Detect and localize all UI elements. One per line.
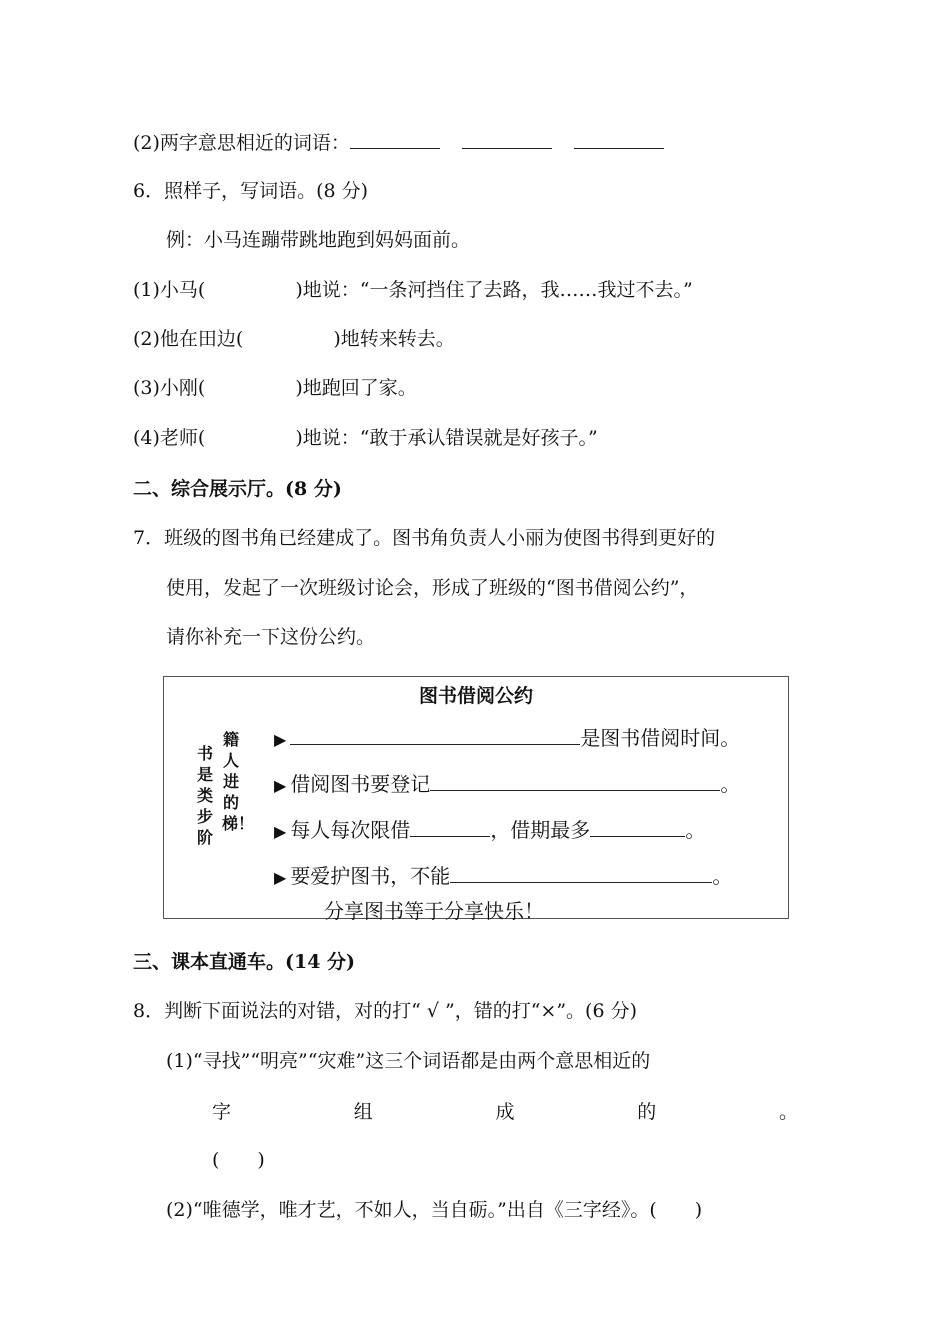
q6-item-1 [133,277,693,303]
answer-blank[interactable] [450,864,712,883]
q8-title: 8．判断下面说法的对错，对的打“ √ ”，错的打“×”。(6 分) [133,1000,638,1022]
convention-item-1: ▶ 是图书借阅时间。 [274,725,740,753]
convention-box [163,676,789,923]
q6-item-2-pre: (2)他在田边( [133,328,244,350]
q6-item-2 [133,326,455,352]
answer-blank[interactable] [350,130,440,149]
q6-example: 例：小马连蹦带跳地跑到妈妈面前。 [166,229,471,251]
q6-item-1-post: )地说：“一条河挡住了去路，我……我过不去。” [295,279,693,301]
q6-item-3 [133,375,417,401]
slogan-col-left: 书 是 类 步 阶 [196,744,213,847]
q6-item-3-post: )地跑回了家。 [295,377,417,399]
triangle-bullet-icon: ▶ [274,776,287,795]
slogan-col-right: 籍 人 进 的 梯！ [221,730,254,833]
q6-item-4-post: )地说：“敢于承认错误就是好孩子。” [295,427,598,449]
answer-blank[interactable] [590,818,685,837]
answer-blank[interactable] [290,726,580,745]
q8-item-1-line-1: (1)“寻找”“明亮”“灾难”这三个词语都是由两个意思相近的 [166,1050,651,1072]
convention-footer: 分享图书等于分享快乐！ [324,899,544,923]
convention-title: 图书借阅公约 [418,685,533,707]
q6-item-3-pre: (3)小刚( [133,377,206,399]
convention-item-2: ▶ 借阅图书要登记 。 [274,771,740,799]
q6-title: 6．照样子，写词语。(8 分) [133,180,369,202]
q7-line-3: 请你补充一下这份公约。 [166,626,376,648]
answer-blank[interactable] [462,130,552,149]
convention-item-4: ▶ 要爱护图书，不能 。 [274,863,732,891]
q8-item-1-line-2: 字 组 成 的 。 [212,1101,798,1123]
q6-item-4 [133,425,598,451]
answer-blank[interactable] [430,772,720,791]
triangle-bullet-icon: ▶ [274,730,287,749]
q6-item-2-post: )地转来转去。 [333,328,455,350]
section-2-title: 二、综合展示厅。(8 分) [133,478,342,500]
triangle-bullet-icon: ▶ [274,822,287,841]
q6-item-4-pre: (4)老师( [133,427,206,449]
q6-item-1-pre: (1)小马( [133,279,206,301]
q8-item-1-answer[interactable]: ( ) [212,1149,265,1171]
q8-item-2: (2)“唯德学，唯才艺，不如人，当自砺。”出自《三字经》。( ) [166,1199,703,1221]
q7-line-1: 7．班级的图书角已经建成了。图书角负责人小丽为使图书得到更好的 [133,527,716,549]
triangle-bullet-icon: ▶ [274,868,287,887]
q7-line-2: 使用，发起了一次班级讨论会，形成了班级的“图书借阅公约”， [166,577,699,599]
answer-blank[interactable] [410,818,490,837]
section-3-title: 三、课本直通车。(14 分) [133,951,356,973]
q5-2-line [133,130,664,156]
q5-2-label: (2)两字意思相近的词语： [133,132,350,154]
answer-blank[interactable] [574,130,664,149]
convention-item-3: ▶ 每人每次限借 ，借期最多 。 [274,817,705,845]
